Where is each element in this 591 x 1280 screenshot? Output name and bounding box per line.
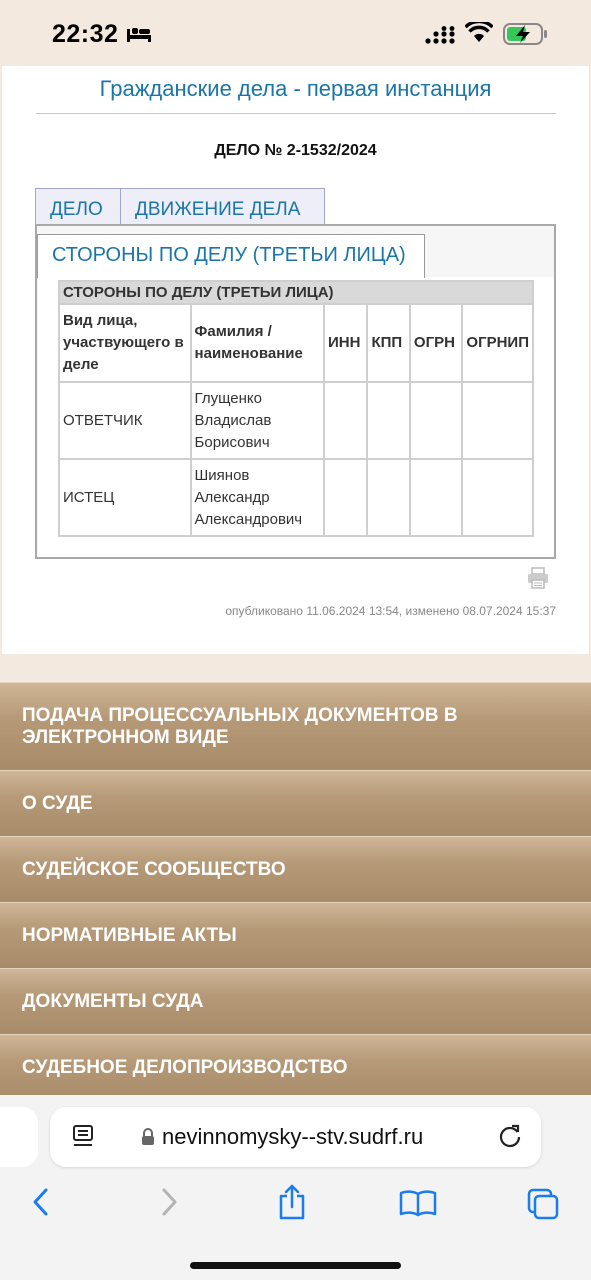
share-icon[interactable] (277, 1183, 307, 1221)
home-indicator (190, 1262, 401, 1269)
content-card (2, 66, 589, 654)
browser-toolbar (0, 1095, 591, 1280)
published-timestamp: опубликовано 11.06.2024 13:54, изменено 08.07.2024 15:37 (225, 604, 556, 618)
address-bar[interactable] (50, 1107, 541, 1167)
bookmarks-icon[interactable] (399, 1189, 437, 1217)
party-kpp (367, 382, 409, 459)
table-header-row (59, 304, 533, 382)
battery-charging-icon (503, 22, 549, 46)
tab-parties[interactable]: СТОРОНЫ ПО ДЕЛУ (ТРЕТЬИ ЛИЦА) (37, 234, 425, 278)
back-icon[interactable] (30, 1187, 52, 1217)
print-icon[interactable] (527, 567, 549, 589)
tabs-icon[interactable] (526, 1187, 560, 1221)
party-inn (324, 382, 368, 459)
column-header: ОГРН (410, 304, 463, 382)
tab-case-movement[interactable]: ДВИЖЕНИЕ ДЕЛА (120, 188, 325, 226)
party-ogrn (410, 459, 463, 536)
party-ogrn (410, 382, 463, 459)
page-title: Гражданские дела - первая инстанция (99, 76, 492, 101)
party-name: Шиянов Александр Александрович (191, 459, 324, 536)
column-header: ОГРНИП (462, 304, 533, 382)
party-role: ИСТЕЦ (59, 459, 191, 536)
menu-item-court-proceedings[interactable]: СУДЕБНОЕ ДЕЛОПРОИЗВОДСТВО (0, 1034, 591, 1100)
parties-table (58, 280, 534, 537)
forward-icon[interactable] (158, 1187, 180, 1217)
wifi-icon (465, 22, 493, 44)
title-divider (36, 113, 556, 114)
tab-delo[interactable]: ДЕЛО (35, 188, 121, 226)
party-kpp (367, 459, 409, 536)
table-row (59, 459, 533, 536)
menu-item-electronic-filing[interactable]: ПОДАЧА ПРОЦЕССУАЛЬНЫХ ДОКУМЕНТОВ В ЭЛЕКТРОННОМ ВИДЕ (0, 682, 591, 770)
party-name: Глущенко Владислав Борисович (191, 382, 324, 459)
status-bar (0, 0, 591, 66)
menu-item-judicial-community[interactable]: СУДЕЙСКОЕ СООБЩЕСТВО (0, 836, 591, 902)
table-row (59, 382, 533, 459)
column-header: ИНН (324, 304, 368, 382)
party-inn (324, 459, 368, 536)
sleep-focus-icon (126, 25, 152, 43)
column-header: Вид лица, участвующего в деле (59, 304, 191, 382)
url-text[interactable]: nevinnomysky--stv.sudrf.ru (162, 1124, 424, 1149)
party-ogrnip (462, 459, 533, 536)
status-time: 22:32 (52, 20, 119, 48)
reader-icon[interactable] (72, 1124, 96, 1148)
menu-item-court-documents[interactable]: ДОКУМЕНТЫ СУДА (0, 968, 591, 1034)
menu-item-about-court[interactable]: О СУДЕ (0, 770, 591, 836)
party-ogrnip (462, 382, 533, 459)
menu-item-normative-acts[interactable]: НОРМАТИВНЫЕ АКТЫ (0, 902, 591, 968)
cellular-signal-icon (425, 26, 457, 44)
reload-icon[interactable] (497, 1123, 523, 1149)
table-caption: СТОРОНЫ ПО ДЕЛУ (ТРЕТЬИ ЛИЦА) (59, 281, 533, 304)
column-header: Фамилия / наименование (191, 304, 324, 382)
previous-tab-pill[interactable] (0, 1107, 38, 1167)
party-role: ОТВЕТЧИК (59, 382, 191, 459)
column-header: КПП (367, 304, 409, 382)
lock-icon (141, 1128, 155, 1146)
case-number: ДЕЛО № 2-1532/2024 (214, 142, 377, 159)
